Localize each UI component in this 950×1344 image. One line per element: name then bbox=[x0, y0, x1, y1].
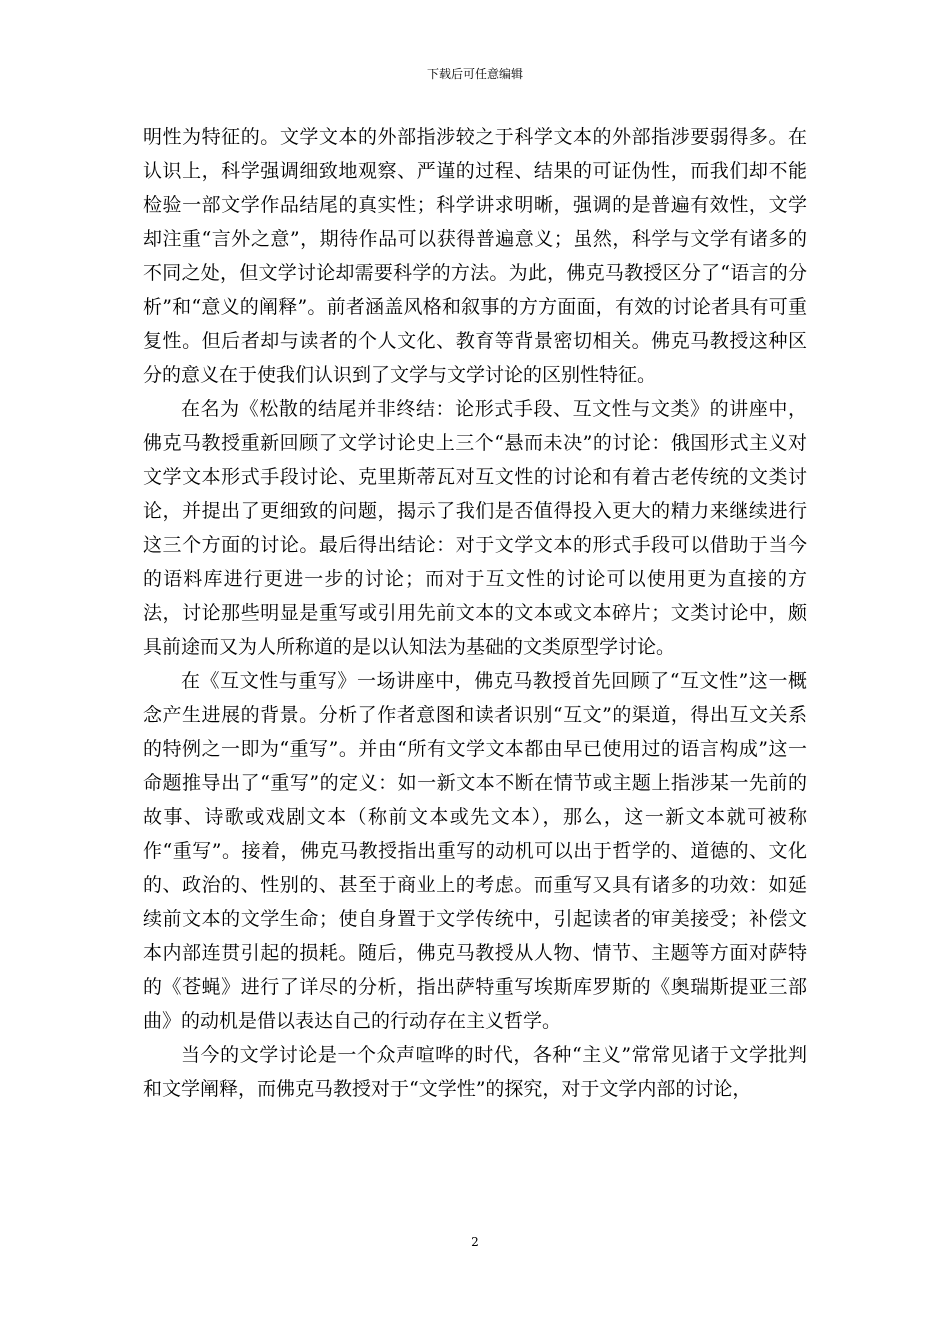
paragraph-loose-ending-lecture: 在名为《松散的结尾并非终结：论形式手段、互文性与文类》的讲座中，佛克马教授重新回顾了文学讨论史上三个“悬而未决”的讨论：俄国形式主义对文学文本形式手段讨论、克里斯蒂瓦对互文性的讨论和有着古老传统的文类讨论，并提出了更细致的问题，揭示了我们是否值得投入更大的精力来继续进行这三个方面的讨论。最后得出结论：对于文学文本的形式手段可以借助于当今的语料库进行更进一步的讨论；而对于互文性的讨论可以使用更为直接的方法，讨论那些明显是重写或引用先前文本的文本或文本碎片；文类讨论中，颇具前途而又为人所称道的是以认知法为基础的文类原型学讨论。 bbox=[143, 398, 807, 658]
page-header-note: 下载后可任意编辑 bbox=[426, 67, 523, 81]
paragraph-intertextuality-lecture: 在《互文性与重写》一场讲座中，佛克马教授首先回顾了“互文性”这一概念产生进展的背景。分析了作者意图和读者识别“互文”的渠道，得出互文关系的特例之一即为“重写”。并由“所有文学文本都由早已使用过的语言构成”这一命题推导出了“重写”的定义：如一新文本不断在情节或主题上指涉某一先前的故事、诗歌或戏剧文本（称前文本或先文本），那么，这一新文本就可被称作“重写”。接着，佛克马教授指出重写的动机可以出于哲学的、道德的、文化的、政治的、性别的、甚至于商业上的考虑。而重写又具有诸多的功效：如延续前文本的文学生命；使自身置于文学传统中，引起读者的审美接受；补偿文本内部连贯引起的损耗。随后，佛克马教授从人物、情节、主题等方面对萨特的《苍蝇》进行了详尽的分析，指出萨特重写埃斯库罗斯的《奥瑞斯提亚三部曲》的动机是借以表达自己的行动存在主义哲学。 bbox=[143, 670, 807, 1032]
body-text bbox=[143, 120, 807, 1106]
page-number: 2 bbox=[471, 1235, 479, 1249]
paragraph-continued: 明性为特征的。文学文本的外部指涉较之于科学文本的外部指涉要弱得多。在认识上，科学强调细致地观察、严谨的过程、结果的可证伪性，而我们却不能检验一部文学作品结尾的真实性；科学讲求明晰，强调的是普遍有效性，文学却注重“言外之意”，期待作品可以获得普遍意义；虽然，科学与文学有诸多的不同之处，但文学讨论却需要科学的方法。为此，佛克马教授区分了“语言的分析”和“意义的阐释”。前者涵盖风格和叙事的方方面面，有效的讨论者具有可重复性。但后者却与读者的个人文化、教育等背景密切相关。佛克马教授这种区分的意义在于使我们认识到了文学与文学讨论的区别性特征。 bbox=[143, 126, 807, 386]
paragraph-contemporary-discussion: 当今的文学讨论是一个众声喧哗的时代，各种“主义”常常见诸于文学批判和文学阐释，而佛克马教授对于“文学性”的探究，对于文学内部的讨论， bbox=[143, 1044, 807, 1100]
